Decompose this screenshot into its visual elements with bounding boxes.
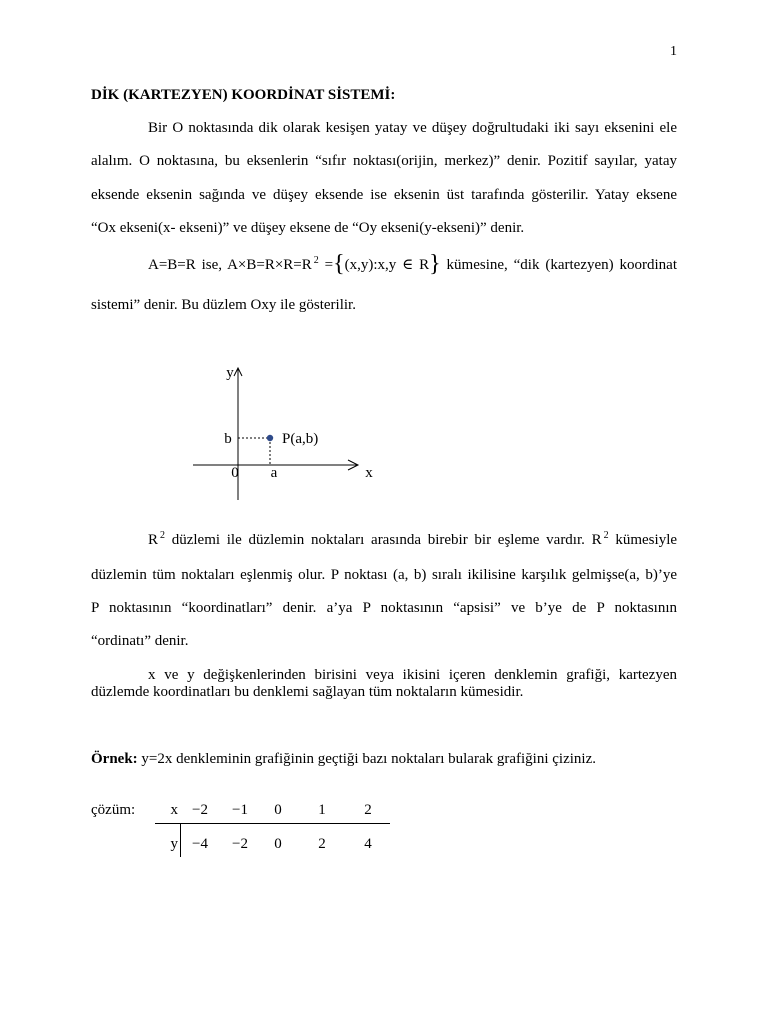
example-label: Örnek: xyxy=(91,751,138,767)
correspondence-text-end: kümesiyle xyxy=(615,532,678,548)
correspondence-text: düzlemi ile düzlemin noktaları arasında birebir bir eşleme vardır. xyxy=(171,532,585,548)
r-exponent: 2 xyxy=(160,530,166,541)
intro-line: “Ox ekseni(x- ekseni)” ve düşey eksene de “Oy ekseni(y-ekseni)” denir. xyxy=(91,220,525,236)
intro-line: Bir O noktasında dik olarak kesişen yatay ve düşey doğrultudaki iki sayı eksenini ele xyxy=(148,120,677,136)
graph-definition-line: düzlemde koordinatları bu denklemi sağlayan tüm noktaların kümesidir. xyxy=(91,684,524,700)
y-axis-label: y xyxy=(226,365,234,381)
table-x-value: 1 xyxy=(318,802,326,818)
abscissa-label: a xyxy=(270,465,278,481)
correspondence-line: P noktasının “koordinatları” denir. a’ya P noktasının “apsisi” ve b’ye de P noktasının xyxy=(91,600,677,616)
origin-label: 0 xyxy=(231,465,239,481)
x-axis-label: x xyxy=(365,465,373,481)
table-x-header: x xyxy=(170,802,178,818)
page-number: 1 xyxy=(670,44,677,59)
formula-equals: = xyxy=(318,257,334,273)
r-symbol: R xyxy=(591,532,602,548)
section-title: DİK (KARTEZYEN) KOORDİNAT SİSTEMİ: xyxy=(91,87,396,103)
correspondence-line xyxy=(148,531,677,549)
table-y-value: 4 xyxy=(364,836,372,852)
table-y-value: 0 xyxy=(274,836,282,852)
intro-line: eksende eksenin sağında ve düşey eksende ise eksenin üst tarafında gösterilir. Yatay eksene xyxy=(91,187,677,203)
table-horizontal-rule xyxy=(155,823,390,824)
solution-label: çözüm: xyxy=(91,802,136,818)
ordinate-label: b xyxy=(224,431,232,447)
r-symbol: R xyxy=(148,532,159,548)
set-close-brace: } xyxy=(429,251,441,277)
formula-lhs: A=B=R ise, A×B=R×R=R xyxy=(148,257,312,273)
table-y-value: −4 xyxy=(192,836,208,852)
definition-line: sistemi” denir. Bu düzlem Oxy ile gösterilir. xyxy=(91,297,356,313)
coordinate-diagram xyxy=(185,360,385,510)
formula-rest: kümesine, “dik (kartezyen) koordinat xyxy=(446,257,677,273)
table-x-value: −1 xyxy=(232,802,248,818)
example-line xyxy=(91,750,677,768)
correspondence-line: düzlemin tüm noktaları eşlenmiş olur. P noktası (a, b) sıralı ikilisine karşılık gelmişse(a, b)’ye xyxy=(91,567,677,583)
point-p xyxy=(267,435,273,441)
intro-line: alalım. O noktasına, bu eksenlerin “sıfır noktası(orijin, merkez)” denir. Pozitif sayılar, yatay xyxy=(91,153,677,169)
correspondence-line: “ordinatı” denir. xyxy=(91,633,189,649)
example-text: y=2x denkleminin grafiğinin geçtiği bazı noktaları bularak grafiğini çiziniz. xyxy=(137,751,596,767)
graph-definition-line: x ve y değişkenlerinden birisini veya ikisini içeren denklemin grafiği, kartezyen xyxy=(148,667,677,683)
table-x-value: 2 xyxy=(364,802,372,818)
point-p-label: P(a,b) xyxy=(282,431,319,447)
set-body: (x,y):x,y ∈ R xyxy=(344,257,430,273)
set-open-brace: { xyxy=(333,251,345,277)
r-exponent: 2 xyxy=(603,530,609,541)
table-y-value: −2 xyxy=(232,836,248,852)
table-y-header: y xyxy=(170,836,178,852)
table-x-value: −2 xyxy=(192,802,208,818)
formula-line xyxy=(148,251,677,277)
table-x-value: 0 xyxy=(274,802,282,818)
table-y-value: 2 xyxy=(318,836,326,852)
formula-exponent: 2 xyxy=(313,255,319,266)
